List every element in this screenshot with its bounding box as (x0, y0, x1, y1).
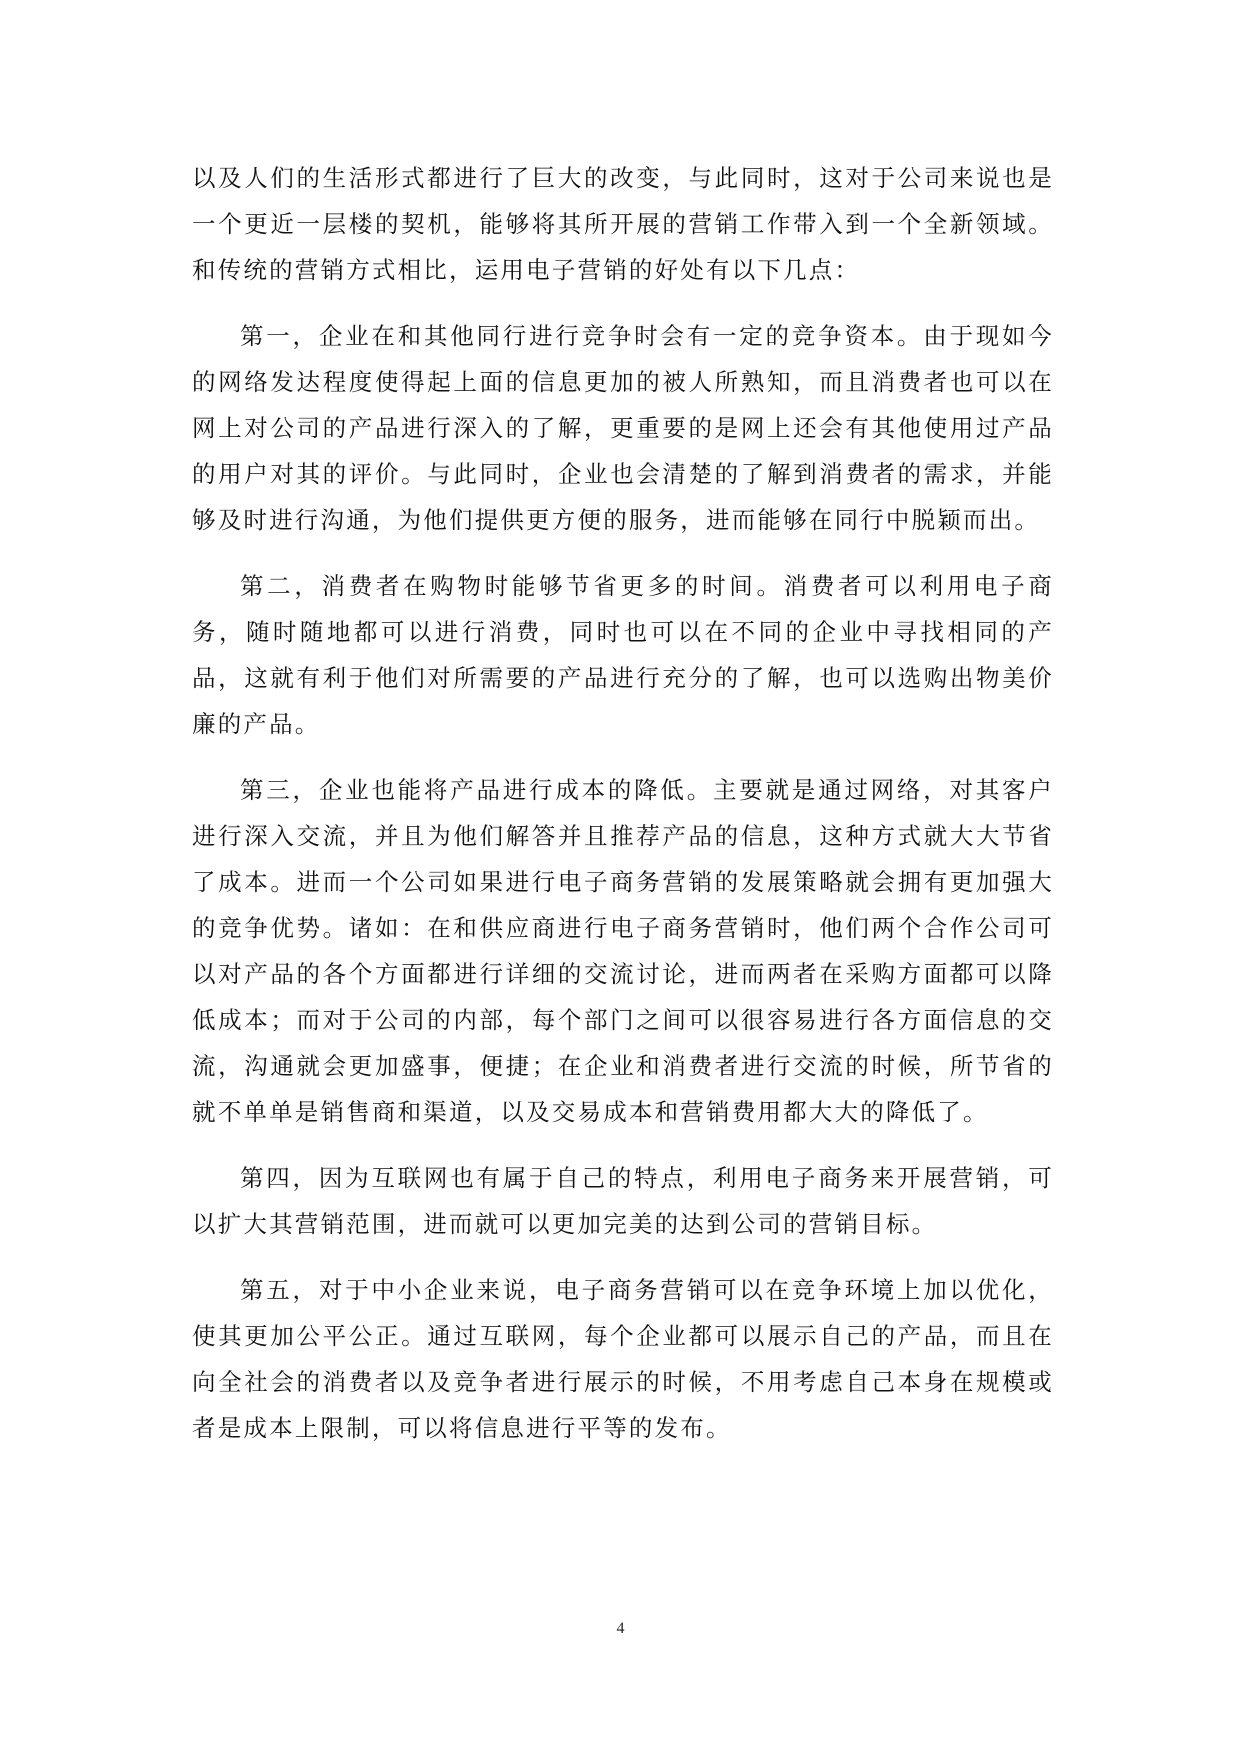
body-text (192, 155, 1054, 1471)
page-number: 4 (616, 1620, 625, 1637)
paragraph-point-1: 第一，企业在和其他同行进行竞争时会有一定的竞争资本。由于现如今的网络发达程度使得起上面的信息更加的被人所熟知，而且消费者也可以在网上对公司的产品进行深入的了解，更重要的是网上还会有其他使用过产品的用户对其的评价。与此同时，企业也会清楚的了解到消费者的需求，并能够及时进行沟通，为他们提供更方便的服务，进而能够在同行中脱颖而出。 (192, 322, 1054, 534)
paragraph-point-2: 第二，消费者在购物时能够节省更多的时间。消费者可以利用电子商务，随时随地都可以进行消费，同时也可以在不同的企业中寻找相同的产品，这就有利于他们对所需要的产品进行充分的了解，也可以选购出物美价廉的产品。 (192, 572, 1054, 738)
paragraph-point-5: 第五，对于中小企业来说，电子商务营销可以在竞争环境上加以优化，使其更加公平公正。通过互联网，每个企业都可以展示自己的产品，而且在向全社会的消费者以及竞争者进行展示的时候，不用考虑自己本身在规模或者是成本上限制，可以将信息进行平等的发布。 (192, 1276, 1054, 1442)
paragraph-continuation: 以及人们的生活形式都进行了巨大的改变，与此同时，这对于公司来说也是一个更近一层楼的契机，能够将其所开展的营销工作带入到一个全新领域。和传统的营销方式相比，运用电子营销的好处有以下几点： (192, 164, 1054, 284)
paragraph-point-3: 第三，企业也能将产品进行成本的降低。主要就是通过网络，对其客户进行深入交流，并且为他们解答并且推荐产品的信息，这种方式就大大节省了成本。进而一个公司如果进行电子商务营销的发展策略就会拥有更加强大的竞争优势。诸如：在和供应商进行电子商务营销时，他们两个合作公司可以对产品的各个方面都进行详细的交流讨论，进而两者在采购方面都可以降低成本；而对于公司的内部，每个部门之间可以很容易进行各方面信息的交流，沟通就会更加盛事，便捷；在企业和消费者进行交流的时候，所节省的就不单单是销售商和渠道，以及交易成本和营销费用都大大的降低了。 (192, 776, 1054, 1126)
paragraph-point-4: 第四，因为互联网也有属于自己的特点，利用电子商务来开展营销，可以扩大其营销范围，进而就可以更加完美的达到公司的营销目标。 (192, 1164, 1054, 1238)
